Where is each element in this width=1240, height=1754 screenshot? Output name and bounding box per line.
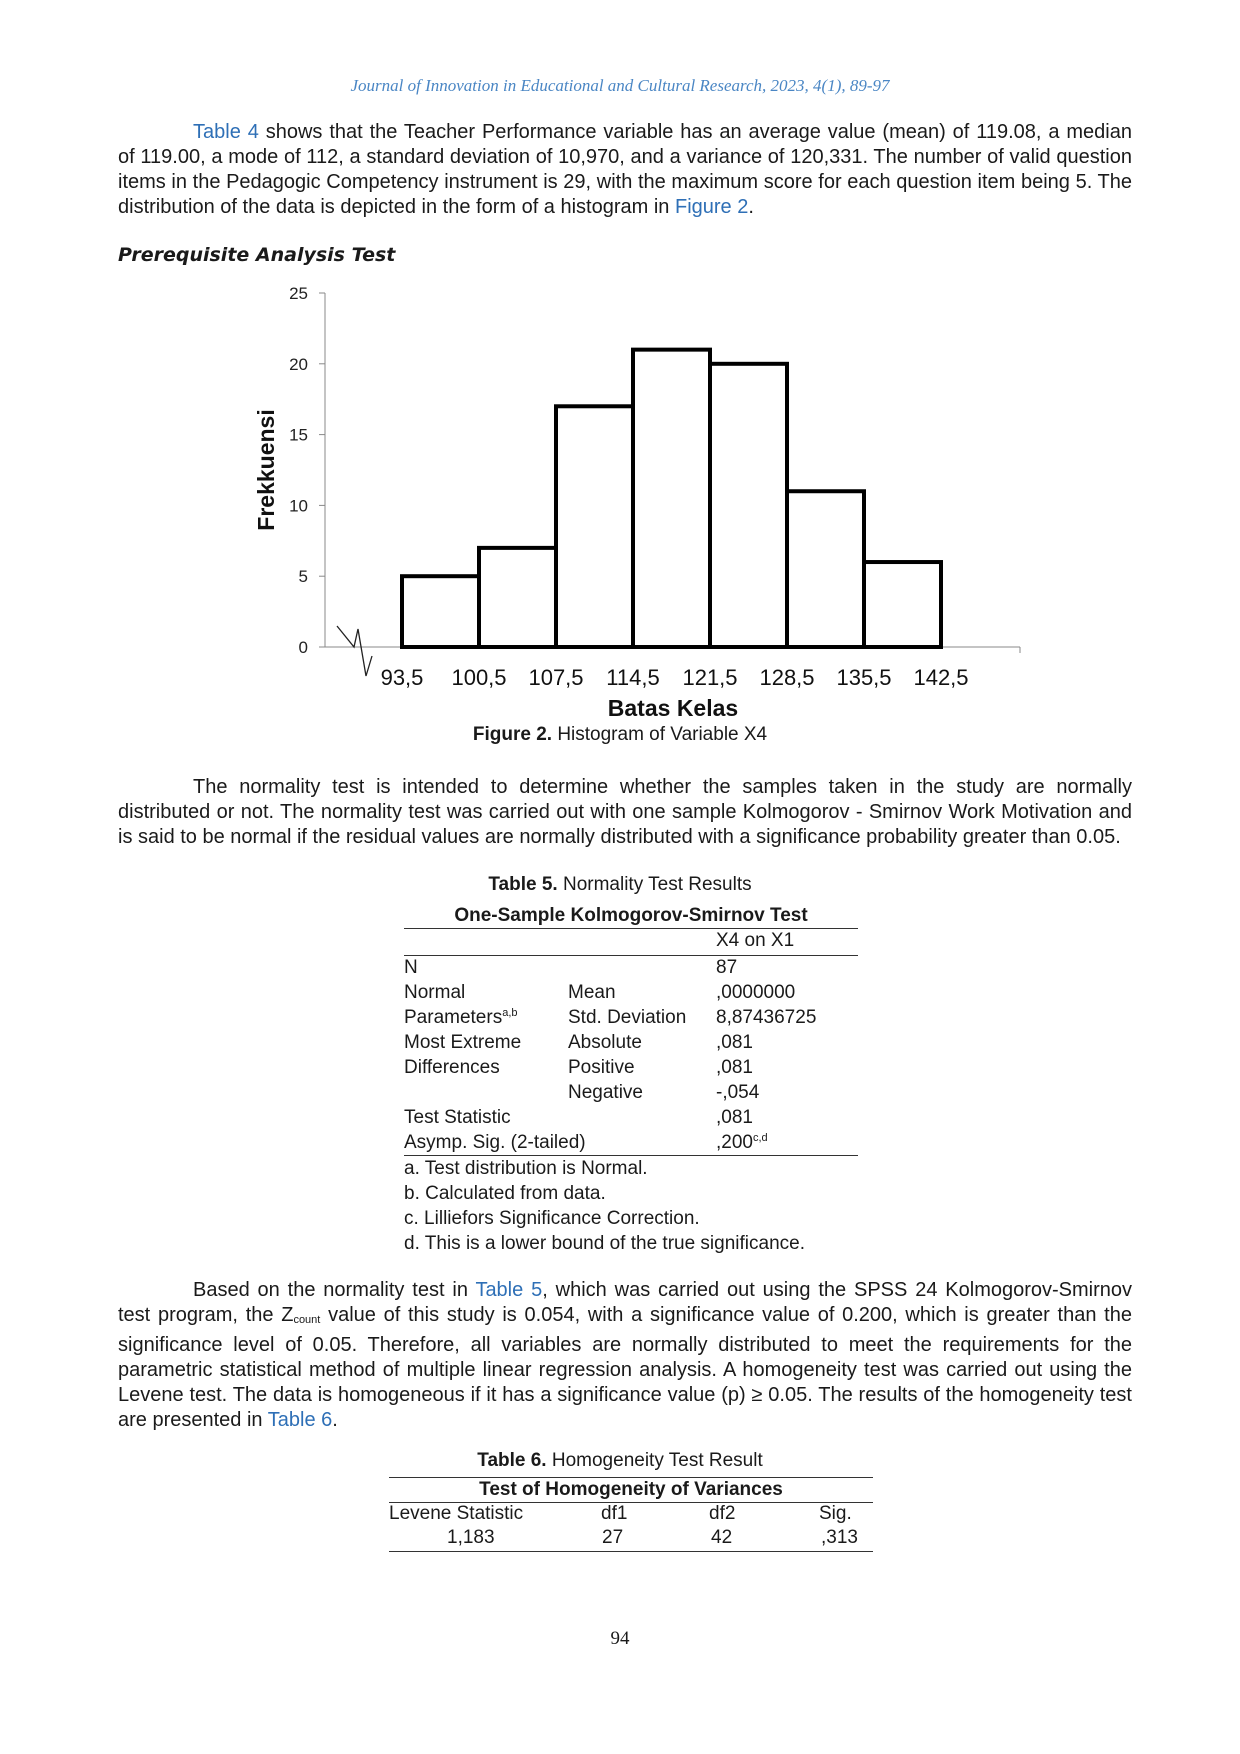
figure-2-link[interactable]: Figure 2	[674, 196, 749, 218]
row-test-statistic-label: Test Statistic	[404, 1107, 511, 1128]
y-tick-label: 0	[298, 638, 308, 657]
row-absolute-label: Absolute	[568, 1032, 642, 1053]
paragraph-text: Based on the normality test in	[193, 1279, 476, 1301]
x-tick-label: 121,5	[682, 665, 738, 690]
table-6-cell: 27	[602, 1527, 624, 1548]
table-5-note: c. Lilliefors Significance Correction.	[404, 1208, 700, 1229]
table-6-header: df2	[709, 1503, 736, 1524]
table-6-cell: ,313	[821, 1527, 858, 1548]
row-positive-value: ,081	[716, 1057, 753, 1078]
row-std-value: 8,87436725	[716, 1007, 817, 1028]
z-count-subscript: count	[293, 1314, 321, 1326]
row-parameters-label	[404, 1007, 518, 1029]
x-tick-label: 100,5	[451, 665, 507, 690]
histogram-bar	[787, 491, 864, 647]
row-negative-label: Negative	[568, 1082, 643, 1103]
figure-caption	[0, 724, 1240, 746]
table-6-header: df1	[601, 1503, 628, 1524]
table-5-caption	[0, 874, 1240, 896]
histogram-bar	[402, 576, 479, 647]
paragraph-text: The normality test is intended to determine whether the samples taken in the study are normally distributed or not. The normality test was carried out with one sample Kolmogorov - Smirnov Work Motivation and is said to be normal if the residual values are normally distributed with a significance probability greater than 0.05.	[118, 776, 1132, 848]
row-differences-label: Differences	[404, 1057, 500, 1078]
page-number: 94	[610, 1628, 630, 1649]
table-rule	[389, 1551, 873, 1552]
y-tick-label: 25	[289, 284, 308, 303]
table-5-note: d. This is a lower bound of the true significance.	[404, 1233, 805, 1254]
row-n-value: 87	[716, 957, 738, 978]
y-tick-label: 5	[298, 567, 308, 587]
histogram-bar	[479, 548, 556, 647]
parameters-footnote-marker: a,b	[502, 1007, 518, 1019]
histogram-bar	[864, 562, 941, 647]
paragraph-normality-result	[118, 1278, 1132, 1433]
histogram-bar	[633, 350, 710, 647]
table-5-title: One-Sample Kolmogorov-Smirnov Test	[404, 905, 858, 929]
table-rule	[404, 955, 858, 956]
row-negative-value: -,054	[716, 1082, 760, 1103]
paragraph-text: , which was carried out using the SPSS 24 Kolmogorov-Smirnov test program, the Z	[118, 1279, 1133, 1326]
figure-label: Figure 2.	[472, 724, 553, 745]
x-tick-label: 107,5	[528, 665, 584, 690]
table-5-note: a. Test distribution is Normal.	[404, 1158, 648, 1179]
row-asymp-value	[716, 1132, 768, 1154]
x-tick-label: 114,5	[606, 665, 660, 690]
row-asymp-label: Asymp. Sig. (2-tailed)	[404, 1132, 586, 1153]
x-tick-label: 93,5	[380, 665, 424, 690]
table-6-label: Table 6.	[477, 1450, 547, 1471]
y-tick-label: 15	[289, 425, 308, 445]
table-4-link[interactable]: Table 4	[193, 121, 259, 143]
table-rule	[404, 1155, 858, 1156]
paragraph-text-end: .	[748, 196, 754, 218]
paragraph-normality	[118, 775, 1132, 850]
table-6-caption	[0, 1450, 1240, 1472]
running-head: Journal of Innovation in Educational and Cultural Research, 2023, 4(1), 89-97	[350, 76, 890, 95]
parameters-text: Parameters	[404, 1007, 503, 1028]
table-6-header: Sig.	[819, 1503, 852, 1524]
asymp-footnote-marker: c,d	[752, 1132, 768, 1144]
figure-caption-text: Histogram of Variable X4	[552, 724, 768, 745]
row-mean-value: ,0000000	[716, 982, 796, 1003]
table-6-link[interactable]: Table 6	[267, 1409, 333, 1431]
paragraph-text: shows that the Teacher Performance variable has an average value (mean) of 119.08, a median of 119.00, a mode of 112, a standard deviation of 10,970, and a variance of 120,331. The number of valid question items in the Pedagogic Competency instrument is 29, with the maximum score for each question item being 5. The distribution of the data is depicted in the form of a histogram in	[118, 121, 1132, 218]
table-6-caption-text: Homogeneity Test Result	[546, 1450, 763, 1471]
table-5-link[interactable]: Table 5	[475, 1279, 543, 1301]
y-axis-title: Frekkuensi	[253, 409, 279, 531]
row-mean-label: Mean	[568, 982, 616, 1003]
section-heading: Prerequisite Analysis Test	[118, 244, 396, 266]
table-6-cell: 42	[711, 1527, 733, 1548]
table-5-caption-text: Normality Test Results	[557, 874, 752, 895]
row-normal-label: Normal	[404, 982, 466, 1003]
y-tick-label: 10	[289, 496, 308, 516]
histogram-bar	[710, 364, 787, 647]
x-tick-label: 128,5	[759, 665, 815, 690]
table-5-column-header: X4 on X1	[716, 930, 795, 951]
table-5-label: Table 5.	[488, 874, 558, 895]
row-std-label: Std. Deviation	[568, 1007, 687, 1028]
y-tick-label: 20	[289, 354, 308, 374]
table-5-note: b. Calculated from data.	[404, 1183, 606, 1204]
row-test-statistic-value: ,081	[716, 1107, 753, 1128]
row-absolute-value: ,081	[716, 1032, 753, 1053]
histogram-chart	[0, 0, 1240, 720]
table-6-header: Levene Statistic	[389, 1503, 524, 1524]
paragraph-text: value of this study is 0.054, with a significance value of 0.200, which is greater than the significance level of 0.05. Therefore, all variables are normally distributed to meet the requirements for the parametric statistical method of multiple linear regression analysis. A homogeneity test was carried out using the Levene test. The data is homogeneous if it has a significance value (p) ≥ 0.05. The results of the homogeneity test are presented in	[118, 1304, 1132, 1431]
axis-break-mark	[337, 626, 372, 676]
histogram-bar	[556, 406, 633, 647]
x-axis-title: Batas Kelas	[607, 695, 739, 720]
table-6-cell: 1,183	[447, 1527, 495, 1548]
row-positive-label: Positive	[568, 1057, 635, 1078]
asymp-value-text: ,200	[716, 1132, 753, 1153]
x-tick-label: 142,5	[913, 665, 969, 690]
table-6-title: Test of Homogeneity of Variances	[389, 1477, 873, 1503]
x-tick-label: 135,5	[836, 665, 892, 690]
row-n-label: N	[404, 957, 418, 978]
paragraph-text-end: .	[332, 1409, 338, 1431]
row-extreme-label: Most Extreme	[404, 1032, 522, 1053]
